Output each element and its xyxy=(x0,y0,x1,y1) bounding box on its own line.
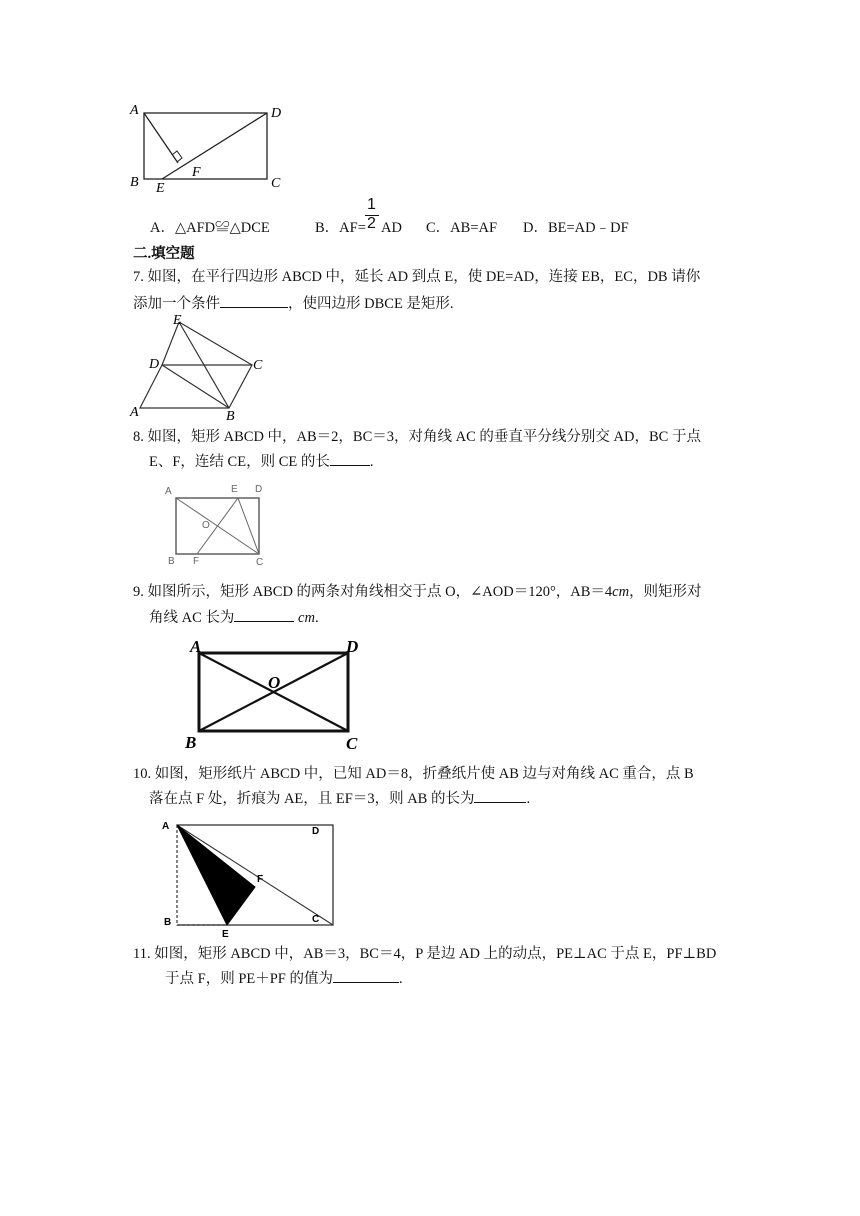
q11-line2-a: 于点 F，则 PE＋PF 的值为 xyxy=(165,971,333,987)
q9-line1-unit: cm xyxy=(612,584,630,600)
q10-label-C: C xyxy=(312,914,320,925)
q9-line1-a: 9. 如图所示，矩形 ABCD 的两条对角线相交于点 O，∠AOD＝120°，AB＝4 xyxy=(133,584,613,600)
q6-option-b-numerator: 1 xyxy=(367,196,376,213)
q8-figure xyxy=(160,478,270,568)
q11-line2 xyxy=(165,968,403,989)
q10-label-B: B xyxy=(164,917,172,928)
q7-label-A: A xyxy=(130,405,139,420)
q7-line1: 7. 如图，在平行四边形 ABCD 中，延长 AD 到点 E，使 DE=AD，连接 EB，EC，DB 请你 xyxy=(133,269,701,285)
q8-label-O: O xyxy=(202,520,210,531)
q6-option-d: D．BE=AD﹣DF xyxy=(523,220,629,236)
q10-line2 xyxy=(149,788,530,809)
q10-label-E: E xyxy=(222,929,229,940)
q6-option-b-suffix: AD xyxy=(381,220,402,236)
q6-option-a: A．△AFD≌△DCE xyxy=(150,220,270,236)
q11-line2-b: . xyxy=(399,971,403,987)
q8-line1: 8. 如图，矩形 ABCD 中，AB＝2，BC＝3，对角线 AC 的垂直平分线分别交 AD，BC 于点 xyxy=(133,429,701,445)
q7-line2-b: ，使四边形 DBCE 是矩形. xyxy=(288,296,454,312)
q9-answer-blank[interactable] xyxy=(234,607,294,622)
q9-line1 xyxy=(133,582,702,602)
q11-answer-blank[interactable] xyxy=(333,968,399,983)
section-title: 二.填空题 xyxy=(133,246,195,262)
q8-label-C: C xyxy=(256,557,264,568)
q10-answer-blank[interactable] xyxy=(474,788,526,803)
q6-label-B: B xyxy=(130,175,139,190)
q9-label-C: C xyxy=(346,734,358,753)
q9-line2 xyxy=(149,607,319,628)
q9-label-A: A xyxy=(190,637,202,656)
q8-answer-blank[interactable] xyxy=(330,451,370,466)
q7-figure xyxy=(125,310,275,425)
q8-line2-a: E、F，连结 CE，则 CE 的长 xyxy=(149,454,330,470)
q9-label-O: O xyxy=(268,673,281,692)
q9-line2-unit: cm xyxy=(298,610,315,626)
q8-label-D: D xyxy=(255,484,263,495)
q10-line2-a: 落在点 F 处，折痕为 AE，且 EF＝3，则 AB 的长为 xyxy=(149,791,475,807)
q7-answer-blank[interactable] xyxy=(220,293,288,308)
q10-line2-b: . xyxy=(526,791,531,807)
q9-line1-b: ，则矩形对 xyxy=(629,584,702,600)
q10-line1: 10. 如图，矩形纸片 ABCD 中，已知 AD＝8，折叠纸片使 AB 边与对角线 AC 重合，点 B xyxy=(133,766,694,782)
q9-line2-b: . xyxy=(314,610,319,626)
q6-label-F: F xyxy=(192,165,201,180)
q7-line2-a: 添加一个条件 xyxy=(133,296,220,312)
q10-label-F: F xyxy=(257,874,264,885)
q6-option-b-denominator: 2 xyxy=(367,215,376,232)
q8-label-B: B xyxy=(168,556,175,567)
q9-line2-a: 角线 AC 长为 xyxy=(149,610,235,626)
q8-label-E: E xyxy=(231,484,238,495)
q8-line2-b: . xyxy=(369,454,374,470)
q8-line2 xyxy=(149,451,373,472)
q9-figure xyxy=(180,635,370,755)
q8-label-F: F xyxy=(193,556,200,567)
q6-label-C: C xyxy=(271,176,281,191)
q8-label-A: A xyxy=(165,486,172,497)
q10-label-D: D xyxy=(312,826,320,837)
q6-label-A: A xyxy=(130,103,139,118)
q10-figure xyxy=(155,815,340,940)
q7-label-D: D xyxy=(149,357,160,372)
q9-label-B: B xyxy=(185,733,197,752)
q9-label-D: D xyxy=(346,637,359,656)
q6-label-E: E xyxy=(156,181,165,196)
q7-label-B: B xyxy=(226,409,235,424)
q7-label-C: C xyxy=(253,358,263,373)
q7-label-E: E xyxy=(173,313,182,328)
q6-option-b-prefix: B．AF= xyxy=(315,220,366,236)
q6-option-c: C．AB=AF xyxy=(426,220,498,236)
q11-line1: 11. 如图，矩形 ABCD 中，AB＝3，BC＝4，P 是边 AD 上的动点，PE⊥AC 于点 E，PF⊥BD xyxy=(133,946,717,962)
q6-label-D: D xyxy=(271,106,282,121)
q6-figure xyxy=(120,98,300,198)
q10-label-A: A xyxy=(162,821,170,832)
